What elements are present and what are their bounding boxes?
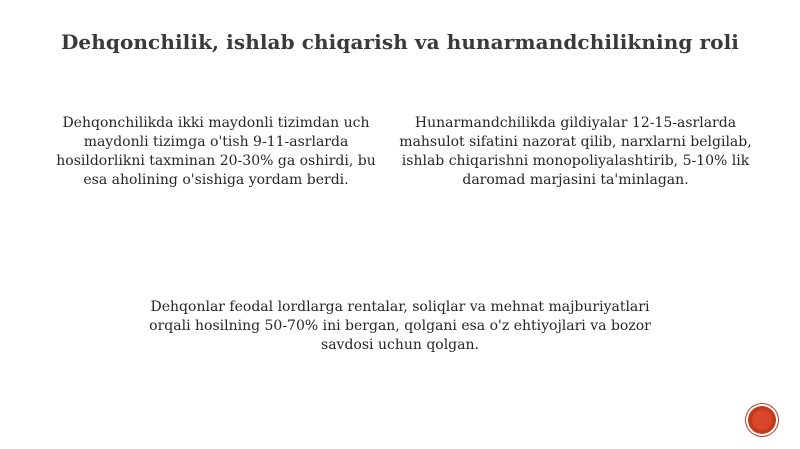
bottom-text-block: Dehqonlar feodal lordlarga rentalar, soliqlar va mehnat majburiyatlari orqali hosilning 50-70% ini bergan, qolgani esa o'z ehtiyojlari va bozor savdosi uchun qolgan. — [149, 299, 651, 353]
circle-button-icon[interactable] — [748, 406, 776, 434]
slide-title: Dehqonchilik, ishlab chiqarish va hunarmandchilikning roli — [60, 30, 739, 54]
left-text-block: Dehqonchilikda ikki maydonli tizimdan uch maydonli tizimga o'tish 9-11-asrlarda hosildorlikni taxminan 20-30% ga oshirdi, bu esa aholining o'sishiga yordam berdi. — [56, 115, 376, 188]
circle-button-inner — [752, 410, 772, 430]
right-text-block: Hunarmandchilikda gildiyalar 12-15-asrlarda mahsulot sifatini nazorat qilib, narxlarni belgilab, ishlab chiqarishni monopoliyalashtirib, 5-10% lik daromad marjasini ta'minlagan. — [399, 115, 752, 188]
